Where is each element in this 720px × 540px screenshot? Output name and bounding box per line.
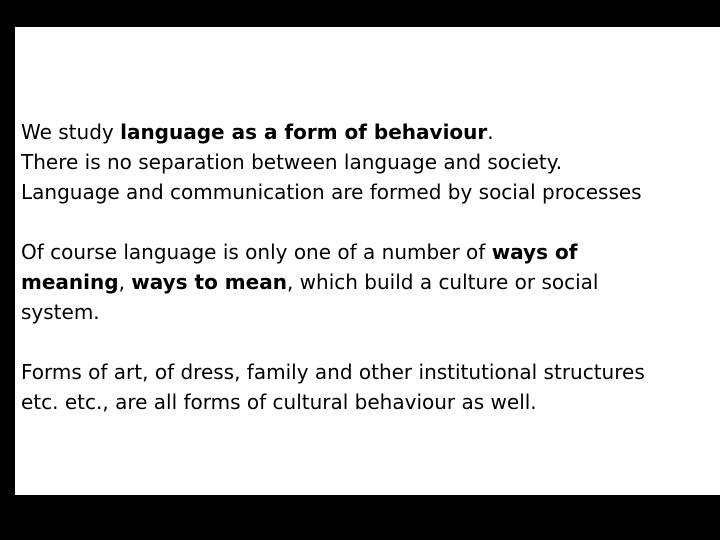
text-segment: , which build a culture or social — [286, 270, 599, 294]
emphasis-ways-of: ways of — [491, 240, 578, 264]
text-segment: , — [118, 270, 132, 294]
emphasis-language-as-behaviour: language as a form of behaviour — [120, 120, 488, 144]
text-segment: . — [487, 120, 494, 144]
emphasis-ways-to-mean: ways to mean — [131, 270, 287, 294]
text-line: There is no separation between language and society. — [21, 150, 563, 174]
text-line — [21, 237, 711, 267]
paragraph-cultural-behaviour — [21, 357, 711, 417]
text-line: Forms of art, of dress, family and other institutional structures — [21, 360, 645, 384]
slide-body-text — [21, 117, 711, 417]
text-segment: We study — [21, 120, 121, 144]
paragraph-language-behaviour — [21, 117, 711, 207]
text-segment: Of course language is only one of a number of — [21, 240, 492, 264]
paragraph-ways-of-meaning — [21, 237, 711, 327]
emphasis-meaning: meaning — [21, 270, 119, 294]
text-line: Language and communication are formed by social processes — [21, 180, 642, 204]
text-line — [21, 267, 711, 297]
text-line — [21, 117, 711, 147]
text-line: system. — [21, 300, 100, 324]
slide — [15, 27, 720, 495]
text-line: etc. etc., are all forms of cultural behaviour as well. — [21, 390, 537, 414]
